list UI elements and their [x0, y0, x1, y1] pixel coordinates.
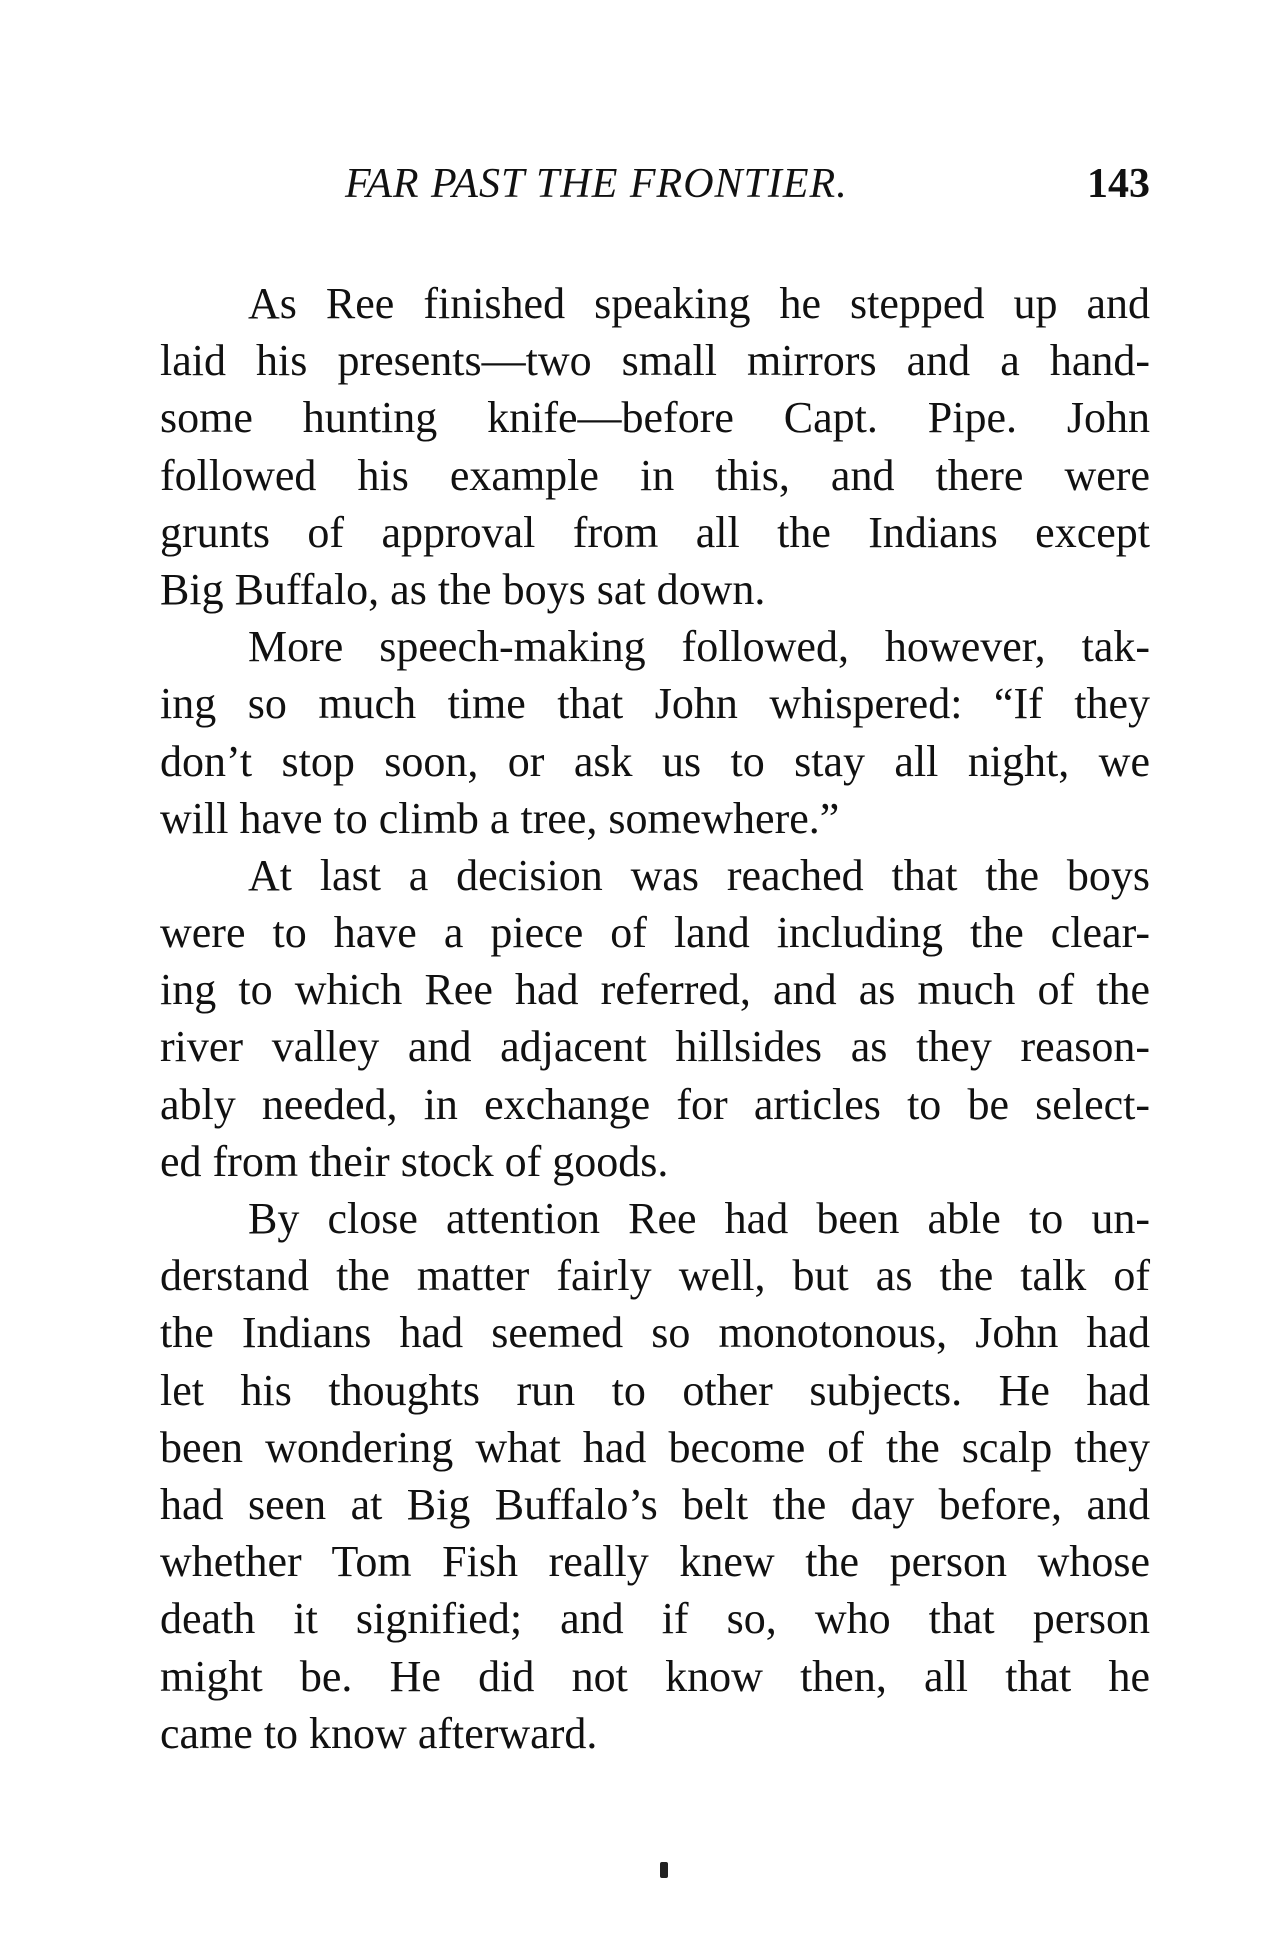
- text-line: death it signified; and if so, who that person: [160, 1594, 1150, 1644]
- text-line: At last a decision was reached that the boys: [248, 850, 1150, 900]
- body-text: [160, 275, 1150, 1762]
- running-head: [160, 160, 1150, 220]
- text-line: some hunting knife—before Capt. Pipe. John: [160, 393, 1150, 443]
- text-line: derstand the matter fairly well, but as the talk of: [160, 1251, 1150, 1301]
- running-title: FAR PAST THE FRONTIER.: [345, 161, 848, 207]
- text-line: let his thoughts run to other subjects. He had: [160, 1365, 1150, 1415]
- text-line: By close attention Ree had been able to un-: [248, 1194, 1150, 1243]
- text-line: been wondering what had become of the scalp they: [160, 1422, 1150, 1472]
- text-line: ed from their stock of goods.: [160, 1136, 669, 1186]
- text-line: might be. He did not know then, all that he: [160, 1651, 1150, 1701]
- text-line: had seen at Big Buffalo’s belt the day before, and: [160, 1479, 1150, 1529]
- text-line: came to know afterward.: [160, 1708, 598, 1758]
- text-line: grunts of approval from all the Indians except: [160, 507, 1150, 557]
- text-line: were to have a piece of land including the clear-: [160, 908, 1150, 958]
- text-line: Big Buffalo, as the boys sat down.: [160, 564, 766, 614]
- text-line: whether Tom Fish really knew the person whose: [160, 1537, 1150, 1587]
- text-line: followed his example in this, and there were: [160, 450, 1150, 500]
- page-number: 143: [1087, 161, 1150, 207]
- text-line: As Ree finished speaking he stepped up and: [248, 279, 1150, 328]
- text-line: don’t stop soon, or ask us to stay all night, we: [160, 736, 1150, 786]
- text-line: the Indians had seemed so monotonous, John had: [160, 1308, 1150, 1358]
- print-mark: [660, 1862, 668, 1878]
- text-line: ing to which Ree had referred, and as much of the: [160, 965, 1150, 1015]
- text-line: will have to climb a tree, somewhere.”: [160, 793, 840, 843]
- text-line: river valley and adjacent hillsides as they reason-: [160, 1022, 1150, 1072]
- text-line: ably needed, in exchange for articles to be select-: [160, 1079, 1150, 1129]
- text-line: More speech-making followed, however, tak-: [248, 622, 1150, 672]
- text-line: laid his presents—two small mirrors and a hand-: [160, 336, 1150, 386]
- text-line: ing so much time that John whispered: “If they: [160, 679, 1150, 729]
